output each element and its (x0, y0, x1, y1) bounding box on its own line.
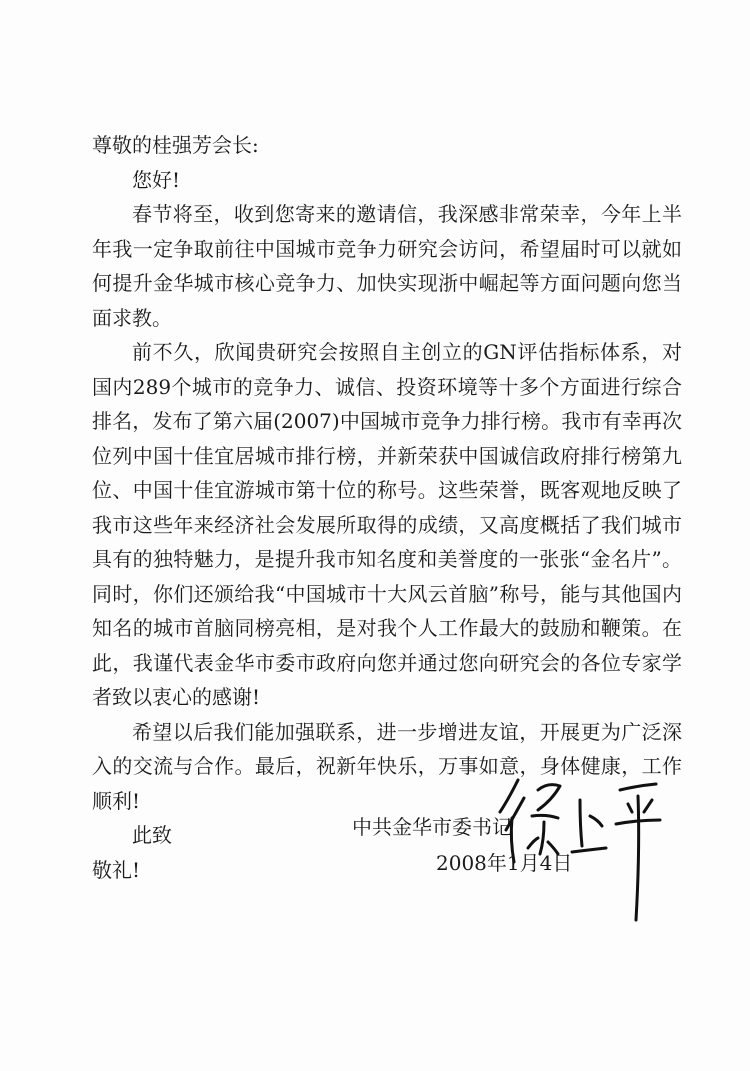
handwritten-signature (488, 770, 678, 930)
salutation: 尊敬的桂强芳会长: (92, 133, 259, 157)
greeting: 您好! (132, 167, 181, 192)
closing-jing-li: 敬礼! (92, 857, 141, 882)
letter-date: 2008年1月4日 (436, 851, 573, 875)
paragraph-invitation: 春节将至，收到您寄来的邀请信，我深感非常荣幸，今年上半年我一定争取前往中国城市竞争力研究会访问，希望届时可以就如何提升金华城市核心竞争力、加快实现浙中崛起等方面问题向您当面求教。 (92, 202, 682, 330)
paragraph-rankings: 前不久，欣闻贵研究会按照自主创立的GN评估指标体系，对国内289个城市的竞争力、诚信、投资环境等十多个方面进行综合排名，发布了第六届(2007)中国城市竞争力排行榜。我市有幸再次位列中国十佳宜居城市排行榜，并新荣获中国诚信政府排行榜第九位、中国十佳宜游城市第十位的称号。这些荣誉，既客观地反映了我市这些年来经济社会发展所取得的成绩，又高度概括了我们城市具有的独特魅力，是提升我市知名度和美誉度的一张张“金名片”。同时，你们还颁给我“中国城市十大风云首脑”称号，能与其他国内知名的城市首脑同榜亮相，是对我个人工作最大的鼓励和鞭策。在此，我谨代表金华市委市政府向您并通过您向研究会的各位专家学者致以衷心的感谢! (92, 340, 682, 709)
paragraph-wishes: 希望以后我们能加强联系，进一步增进友谊，开展更为广泛深入的交流与合作。最后，祝新年快乐，万事如意，身体健康，工作顺利! (92, 719, 682, 813)
closing-ci-zhi: 此致 (132, 823, 172, 847)
signer-title: 中共金华市委书记 (352, 815, 512, 839)
